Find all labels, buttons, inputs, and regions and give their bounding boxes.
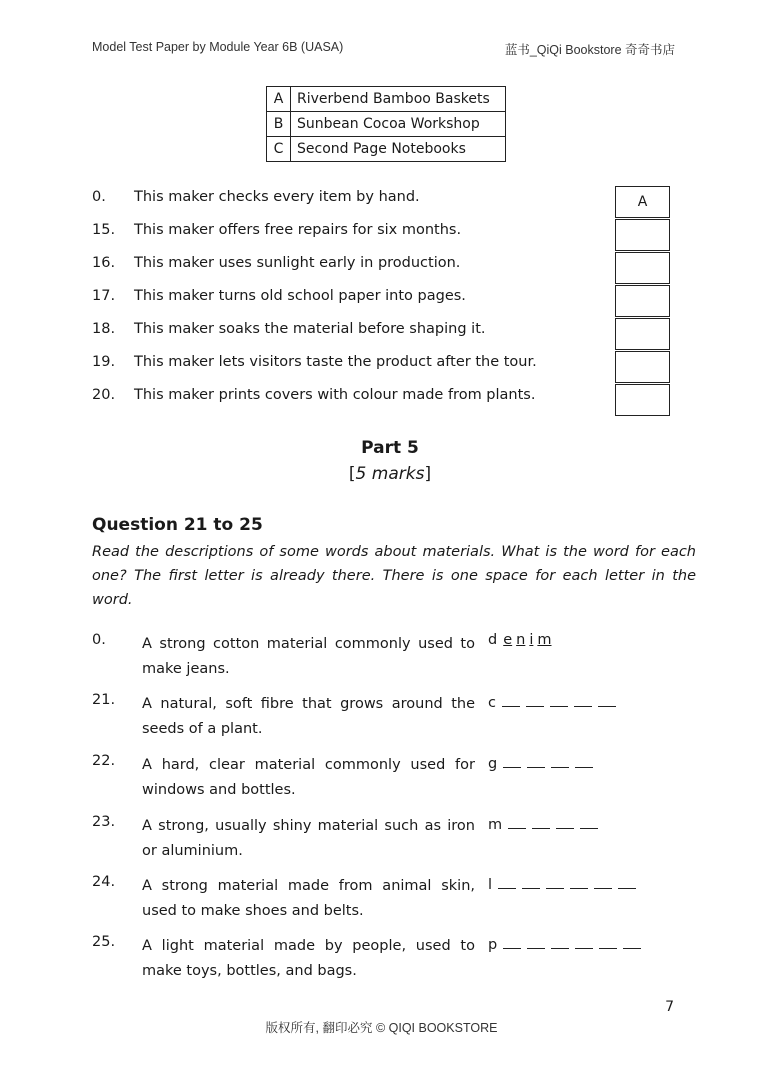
letter-blank[interactable] — [526, 692, 544, 707]
letter-blank[interactable] — [598, 692, 616, 707]
maker-letter: A — [267, 87, 291, 112]
marks-bracket-open: [ — [348, 464, 356, 484]
answer-box[interactable] — [615, 219, 670, 251]
letter-blank[interactable] — [527, 934, 545, 949]
letter-blank[interactable] — [575, 934, 593, 949]
letter-blank[interactable] — [575, 753, 593, 768]
word-answer[interactable] — [488, 632, 556, 648]
item-number: 21. — [92, 692, 116, 708]
question-heading: Question 21 to 25 — [92, 515, 263, 535]
letter-blank[interactable] — [527, 753, 545, 768]
statement-line — [92, 288, 466, 304]
letter-blank[interactable] — [556, 814, 574, 829]
statement-line — [92, 354, 537, 370]
maker-letter: C — [267, 137, 291, 162]
word-answer[interactable] — [488, 814, 604, 833]
letter-blank[interactable] — [503, 934, 521, 949]
letter-blank[interactable] — [522, 874, 540, 889]
statement-text: This maker soaks the material before shaping it. — [134, 321, 486, 337]
letter-blank[interactable] — [570, 874, 588, 889]
word-answer[interactable] — [488, 934, 647, 953]
letter-blank[interactable] — [580, 814, 598, 829]
item-description: A natural, soft fibre that grows around the seeds of a plant. — [142, 696, 475, 737]
header-title: Model Test Paper by Module Year 6B (UASA) — [92, 40, 344, 54]
letter-blank[interactable] — [502, 692, 520, 707]
statement-number: 17. — [92, 288, 116, 304]
first-letter: g — [488, 756, 498, 772]
item-number: 24. — [92, 874, 116, 890]
word-answer[interactable] — [488, 874, 642, 893]
maker-name: Sunbean Cocoa Workshop — [291, 112, 506, 137]
letter-blank[interactable] — [503, 753, 521, 768]
item-number: 25. — [92, 934, 116, 950]
first-letter: p — [488, 937, 498, 953]
answer-box[interactable] — [615, 285, 670, 317]
first-letter: m — [488, 817, 503, 833]
answer-letter: n — [516, 632, 526, 648]
part-marks — [0, 464, 763, 484]
statement-number: 18. — [92, 321, 116, 337]
item-description: A hard, clear material commonly used for windows and bottles. — [142, 757, 475, 798]
letter-blank[interactable] — [618, 874, 636, 889]
letter-blank[interactable] — [546, 874, 564, 889]
statement-line — [92, 387, 535, 403]
letter-blank[interactable] — [623, 934, 641, 949]
statement-text: This maker checks every item by hand. — [134, 189, 420, 205]
statement-line — [92, 255, 460, 271]
answer-letter: e — [503, 632, 513, 648]
letter-blank[interactable] — [599, 934, 617, 949]
answer-box[interactable] — [615, 318, 670, 350]
letter-blank[interactable] — [550, 692, 568, 707]
item-description: A light material made by people, used to make toys, bottles, and bags. — [142, 938, 475, 979]
statement-number: 16. — [92, 255, 116, 271]
maker-letter: B — [267, 112, 291, 137]
maker-table — [266, 86, 506, 162]
letter-blank[interactable] — [551, 753, 569, 768]
statement-line — [92, 222, 461, 238]
question-instruction: Read the descriptions of some words about materials. What is the word for each one? The first letter is already there. There is one space for each letter in the word. — [92, 544, 696, 608]
marks-bracket-close: ] — [424, 464, 432, 484]
first-letter: c — [488, 695, 496, 711]
table-row — [267, 87, 506, 112]
answer-box[interactable] — [615, 384, 670, 416]
answer-letter: m — [537, 632, 552, 648]
maker-name: Second Page Notebooks — [291, 137, 506, 162]
letter-blank[interactable] — [551, 934, 569, 949]
first-letter: d — [488, 632, 498, 648]
maker-name: Riverbend Bamboo Baskets — [291, 87, 506, 112]
statement-line — [92, 321, 486, 337]
statement-text: This maker prints covers with colour made from plants. — [134, 387, 536, 403]
statement-text: This maker uses sunlight early in production. — [134, 255, 461, 271]
part-title: Part 5 — [361, 438, 419, 458]
letter-blank[interactable] — [498, 874, 516, 889]
item-description: A strong, usually shiny material such as iron or aluminium. — [142, 818, 475, 859]
statement-number: 15. — [92, 222, 116, 238]
statement-text: This maker offers free repairs for six months. — [134, 222, 462, 238]
letter-blank[interactable] — [508, 814, 526, 829]
footer-copyright: 版权所有, 翻印必究 © QIQI BOOKSTORE — [265, 1021, 498, 1035]
statement-text: This maker lets visitors taste the product after the tour. — [134, 354, 537, 370]
item-number: 0. — [92, 632, 106, 648]
statement-text: This maker turns old school paper into pages. — [134, 288, 466, 304]
answer-letter: i — [529, 632, 534, 648]
first-letter: l — [488, 877, 493, 893]
table-row — [267, 112, 506, 137]
statement-line — [92, 189, 420, 205]
statement-number: 19. — [92, 354, 116, 370]
item-number: 23. — [92, 814, 116, 830]
letter-blank[interactable] — [594, 874, 612, 889]
page-number: 7 — [665, 999, 674, 1015]
marks-text: 5 marks — [355, 464, 425, 484]
word-answer[interactable] — [488, 692, 622, 711]
statement-number: 20. — [92, 387, 116, 403]
letter-blank[interactable] — [574, 692, 592, 707]
item-description: A strong material made from animal skin, used to make shoes and belts. — [142, 878, 475, 919]
answer-box[interactable] — [615, 252, 670, 284]
answer-box[interactable]: A — [615, 186, 670, 218]
item-number: 22. — [92, 753, 116, 769]
table-row — [267, 137, 506, 162]
word-answer[interactable] — [488, 753, 599, 772]
item-description: A strong cotton material commonly used to make jeans. — [142, 636, 475, 677]
header-bookstore: 蓝书_QiQi Bookstore 奇奇书店 — [504, 43, 675, 57]
statement-number: 0. — [92, 189, 106, 205]
answer-box[interactable] — [615, 351, 670, 383]
letter-blank[interactable] — [532, 814, 550, 829]
